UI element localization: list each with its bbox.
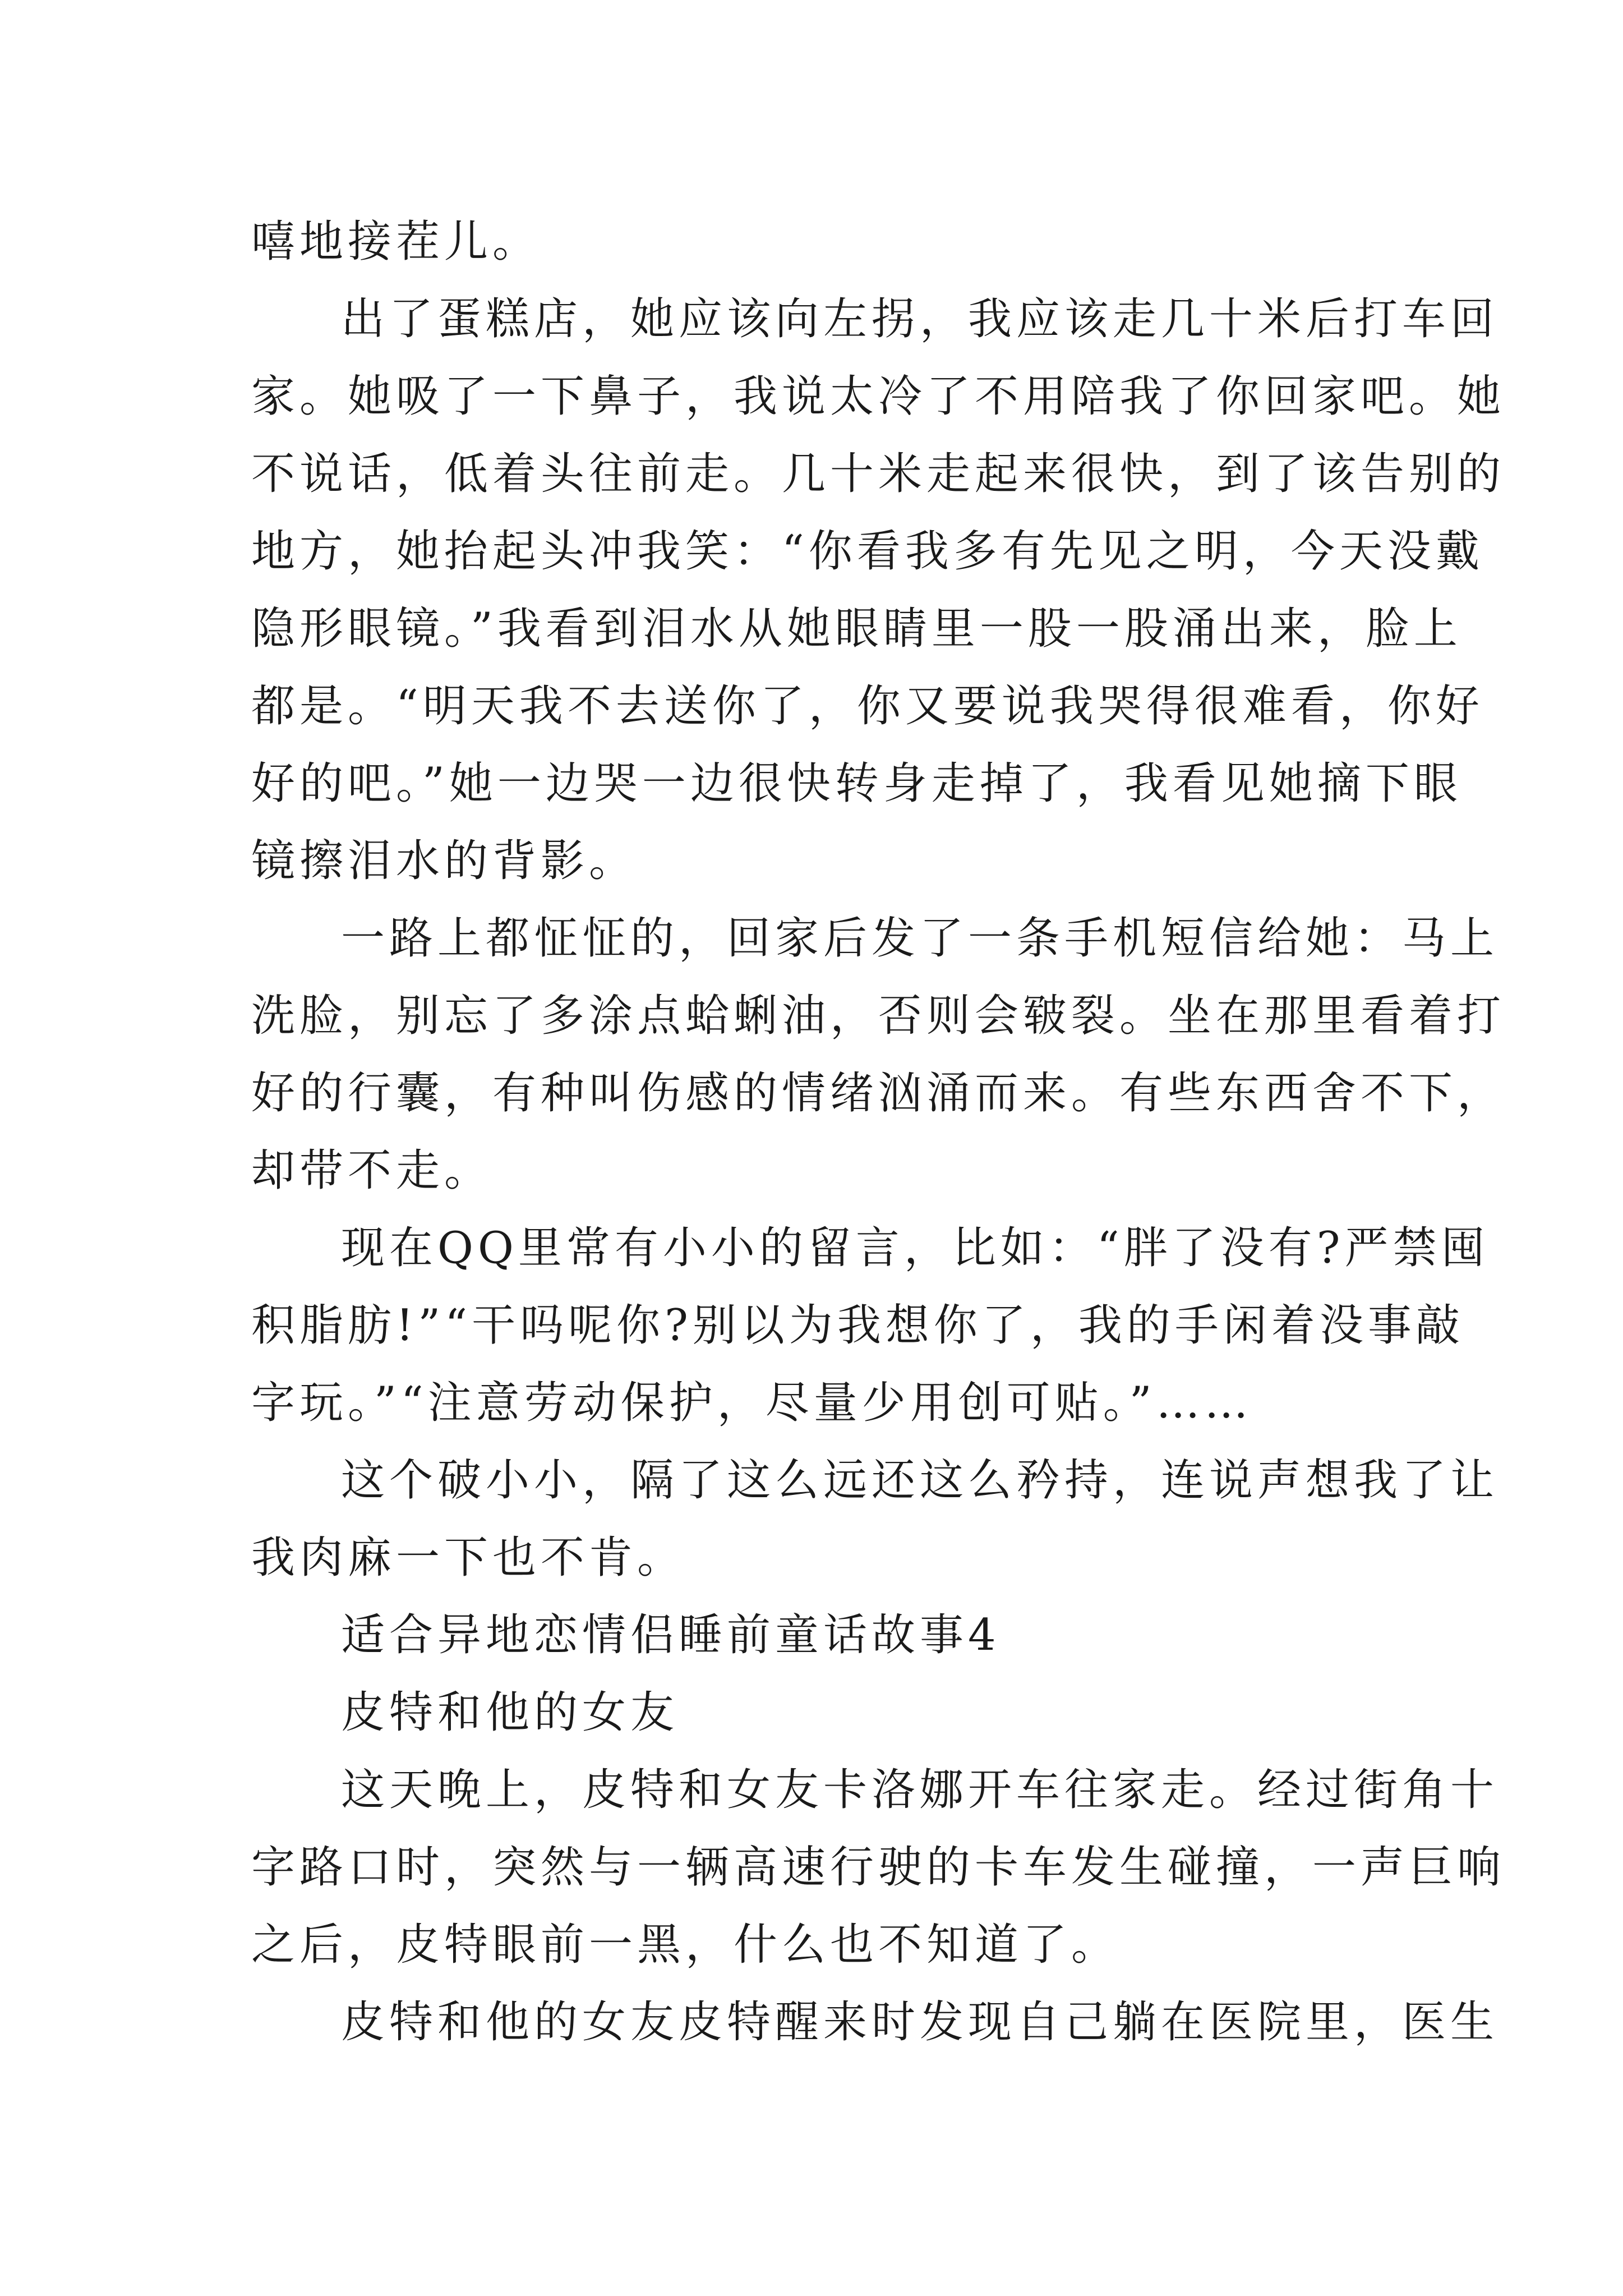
text-line: 好的吧。”她一边哭一边很快转身走掉了，我看见她摘下眼 (251, 758, 1462, 809)
text-line: 地方，她抬起头冲我笑：“你看我多有先见之明，今天没戴 (251, 526, 1484, 577)
paragraph-start-line: 皮特和他的女友皮特醒来时发现自己躺在医院里，医生 (341, 1997, 1499, 2047)
text-line: 不说话，低着头往前走。几十米走起来很快，到了该告别的 (251, 449, 1506, 499)
text-line: 隐形眼镜。”我看到泪水从她眼睛里一股一股涌出来，脸上 (251, 604, 1462, 654)
text-line: 字玩。”“注意劳动保护，尽量少用创可贴。”…… (251, 1378, 1253, 1428)
text-line: 都是。“明天我不去送你了，你又要说我哭得很难看，你好 (251, 681, 1484, 731)
paragraph-start-line: 出了蛋糕店，她应该向左拐，我应该走几十米后打车回 (341, 294, 1499, 344)
text-line: 字路口时，突然与一辆高速行驶的卡车发生碰撞，一声巨响 (251, 1842, 1506, 1893)
paragraph-start-line: 这天晚上，皮特和女友卡洛娜开车往家走。经过街角十 (341, 1765, 1499, 1815)
text-line: 好的行囊，有种叫伤感的情绪汹涌而来。有些东西舍不下， (251, 1068, 1506, 1119)
text-line: 镜擦泪水的背影。 (251, 836, 638, 886)
text-line: 洗脸，别忘了多涂点蛤蜊油，否则会皲裂。坐在那里看着打 (251, 991, 1506, 1041)
paragraph-start-line: 一路上都怔怔的，回家后发了一条手机短信给她：马上 (341, 913, 1499, 964)
paragraph-start-line: 现在QQ里常有小小的留言，比如：“胖了没有?严禁囤 (341, 1223, 1490, 1273)
text-line: 却带不走。 (251, 1145, 493, 1196)
text-line: 之后，皮特眼前一黑，什么也不知道了。 (251, 1920, 1120, 1970)
paragraph-start-line: 这个破小小，隔了这么远还这么矜持，连说声想我了让 (341, 1455, 1499, 1506)
body-text (251, 203, 1506, 2061)
text-line: 嘻地接茬儿。 (251, 217, 541, 267)
section-heading: 适合异地恋情侣睡前童话故事4 (341, 1610, 1000, 1660)
story-title: 皮特和他的女友 (341, 1687, 679, 1738)
text-line: 积脂肪!”“干吗呢你?别以为我想你了，我的手闲着没事敲 (251, 1300, 1464, 1351)
text-line: 我肉麻一下也不肯。 (251, 1533, 686, 1583)
text-line: 家。她吸了一下鼻子，我说太冷了不用陪我了你回家吧。她 (251, 371, 1506, 422)
